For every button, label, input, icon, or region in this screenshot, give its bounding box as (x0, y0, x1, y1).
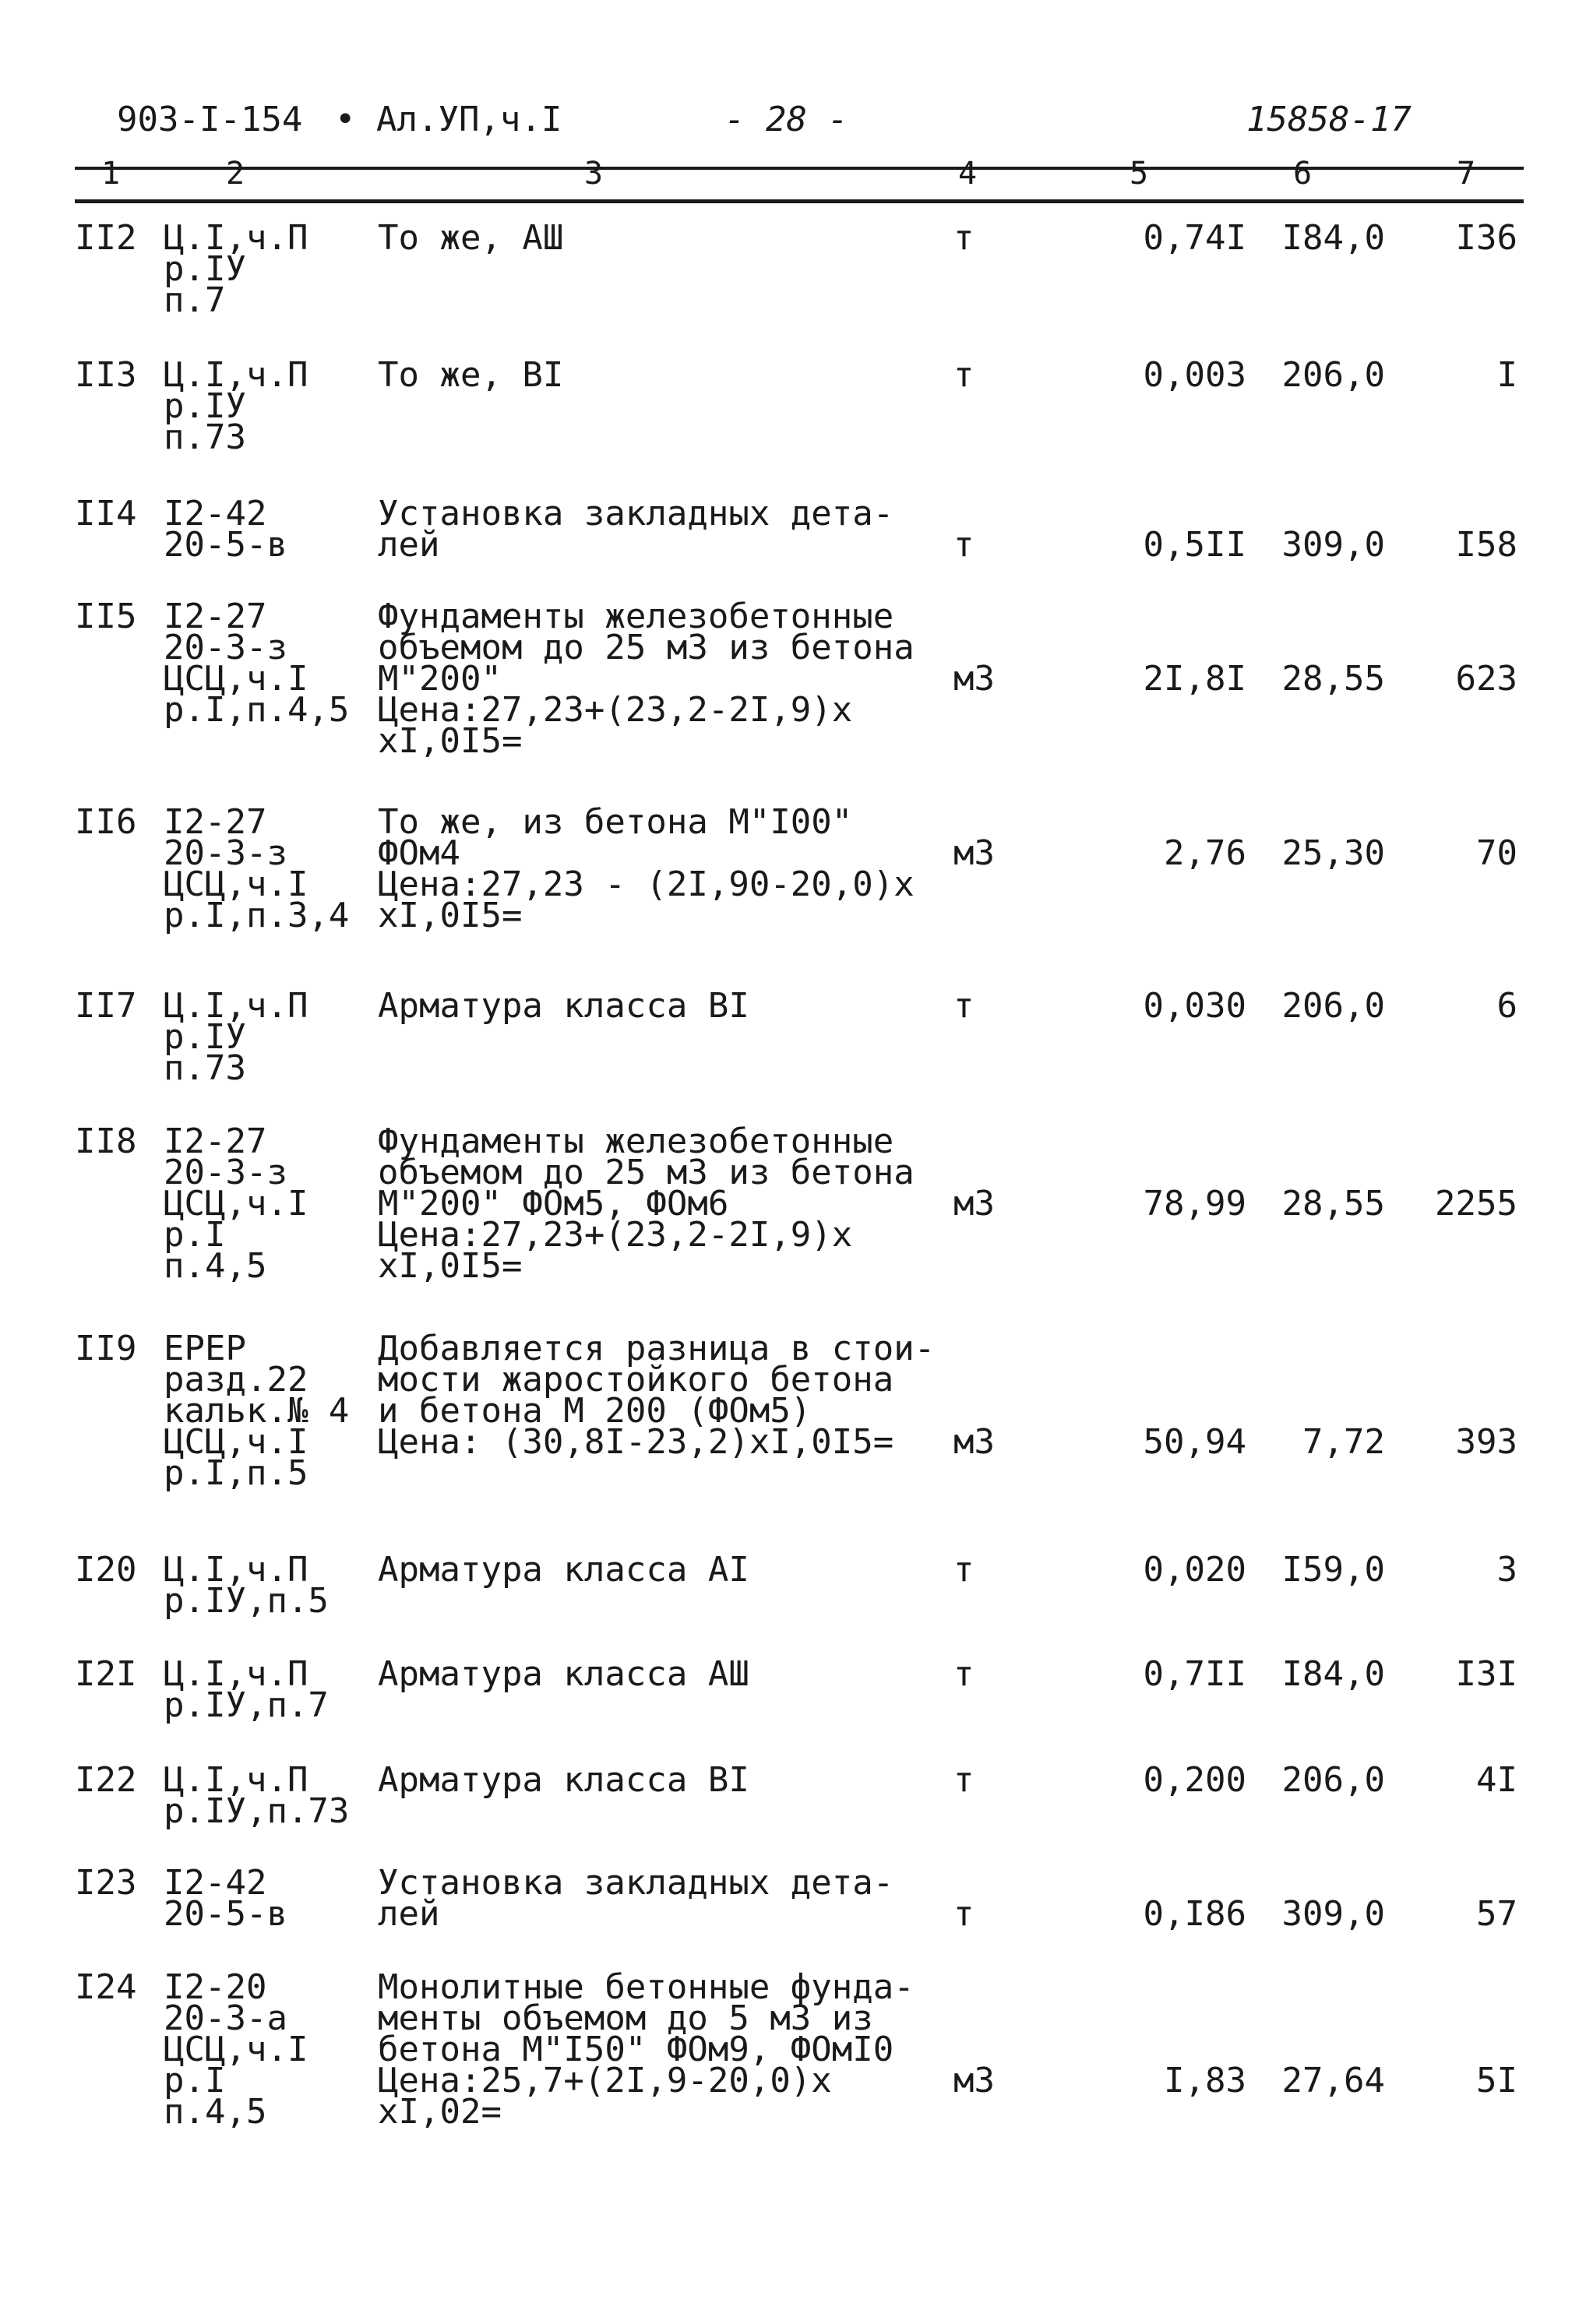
work-description (378, 218, 564, 258)
norm-code-line: I2-42 (164, 494, 267, 533)
work-description (378, 802, 915, 935)
quantity: 0,003 (1143, 355, 1246, 395)
work-description-line: Цена: (30,8I-23,2)xI,0I5= (378, 1422, 894, 1462)
norm-code-line: ЦСЦ,ч.I (164, 864, 308, 904)
norm-code (164, 355, 308, 457)
norm-code-line: Ц.I,ч.П (164, 1760, 308, 1800)
unit-price: 27,64 (1281, 2061, 1385, 2100)
work-description (378, 986, 749, 1026)
work-description-line: М"200" (378, 659, 502, 699)
column-number: 4 (958, 156, 978, 192)
total-cost: I36 (1455, 218, 1517, 258)
norm-code-line: I2-27 (164, 1122, 267, 1161)
column-number: 1 (101, 156, 121, 192)
total-cost: 4I (1476, 1760, 1517, 1800)
total-cost: 2255 (1435, 1184, 1517, 1224)
unit: м3 (953, 1184, 995, 1224)
row-number: I23 (75, 1863, 137, 1903)
work-description-line: лей (378, 1894, 440, 1934)
unit: т (953, 1654, 975, 1694)
norm-code-line: I2-20 (164, 1967, 267, 2007)
norm-code-line: р.I (164, 2061, 226, 2100)
row-number: I2I (75, 1654, 137, 1694)
norm-code-line: 20-3-а (164, 1998, 287, 2038)
column-number: 2 (226, 156, 245, 192)
quantity: 78,99 (1143, 1184, 1246, 1224)
work-description-line: Фундаменты железобетонные (378, 1122, 894, 1161)
quantity: 0,5II (1143, 525, 1246, 565)
unit-price: 28,55 (1281, 1184, 1385, 1224)
norm-code-line: Ц.I,ч.П (164, 986, 308, 1026)
norm-code-line: р.IУ,п.73 (164, 1791, 350, 1831)
norm-code-line: ЦСЦ,ч.I (164, 1184, 308, 1224)
unit: т (953, 1894, 975, 1934)
unit: м3 (953, 659, 995, 699)
work-description-line: xI,02= (378, 2092, 502, 2132)
work-description (378, 1863, 894, 1934)
norm-code-line: р.I,п.5 (164, 1453, 308, 1493)
norm-code-line: п.73 (164, 417, 246, 457)
norm-code-line: р.I (164, 1215, 226, 1255)
unit: т (953, 1760, 975, 1800)
work-description-line: Цена:27,23+(23,2-2I,9)x (378, 690, 853, 730)
norm-code-line: 20-3-з (164, 1153, 287, 1192)
work-description-line: Цена:25,7+(2I,9-20,0)x (378, 2061, 832, 2100)
work-description (378, 1329, 936, 1462)
column-number: 5 (1130, 156, 1149, 192)
row-number: I24 (75, 1967, 137, 2007)
total-cost: 57 (1476, 1894, 1517, 1934)
norm-code-line: р.IУ,п.7 (164, 1685, 329, 1725)
work-description-line: Арматура класса BI (378, 986, 749, 1026)
work-description-line: Цена:27,23+(23,2-2I,9)x (378, 1215, 853, 1255)
work-description-line: и бетона М 200 (ФОм5) (378, 1391, 812, 1431)
work-description (378, 494, 894, 565)
row-number: II5 (75, 597, 137, 636)
total-cost: I (1496, 355, 1517, 395)
total-cost: 70 (1476, 833, 1517, 873)
work-description (378, 355, 564, 395)
norm-code-line: ЦСЦ,ч.I (164, 2030, 308, 2069)
header-rule-bottom (75, 199, 1524, 203)
work-description-line: бетона М"I50" ФОм9, ФОмI0 (378, 2030, 894, 2069)
norm-code-line: Ц.I,ч.П (164, 1550, 308, 1590)
quantity: 0,030 (1143, 986, 1246, 1026)
row-number: II4 (75, 494, 137, 533)
work-description (378, 597, 915, 761)
page-number: - 28 - (724, 100, 848, 139)
work-description (378, 1654, 749, 1694)
norm-code-line: I2-27 (164, 802, 267, 842)
row-number: II7 (75, 986, 137, 1026)
unit-price: 206,0 (1281, 355, 1385, 395)
norm-code (164, 494, 287, 565)
total-cost: 5I (1476, 2061, 1517, 2100)
total-cost: I58 (1455, 525, 1517, 565)
quantity: 0,200 (1143, 1760, 1246, 1800)
work-description (378, 1967, 915, 2132)
row-number: I22 (75, 1760, 137, 1800)
norm-code (164, 1550, 329, 1621)
sheet-code: 15858-17 (1246, 100, 1412, 139)
norm-code-line: I2-27 (164, 597, 267, 636)
norm-code (164, 218, 308, 320)
norm-code-line: 20-5-в (164, 1894, 287, 1934)
norm-code-line: р.IУ (164, 1017, 246, 1057)
unit-price: 206,0 (1281, 1760, 1385, 1800)
quantity: 0,I86 (1143, 1894, 1246, 1934)
norm-code-line: р.IУ (164, 249, 246, 289)
norm-code-line: Ц.I,ч.П (164, 218, 308, 258)
norm-code-line: п.73 (164, 1048, 246, 1088)
norm-code-line: р.IУ,п.5 (164, 1581, 329, 1621)
row-number: II9 (75, 1329, 137, 1368)
total-cost: 623 (1455, 659, 1517, 699)
total-cost: 393 (1455, 1422, 1517, 1462)
norm-code-line: кальк.№ 4 (164, 1391, 350, 1431)
work-description (378, 1122, 915, 1286)
document-code: 903-I-154 (117, 100, 303, 139)
unit-price: 25,30 (1281, 833, 1385, 873)
work-description-line: ФОм4 (378, 833, 460, 873)
work-description-line: М"200" ФОм5, ФОм6 (378, 1184, 729, 1224)
norm-code-line: разд.22 (164, 1360, 308, 1400)
total-cost: 3 (1496, 1550, 1517, 1590)
norm-code-line: I2-42 (164, 1863, 267, 1903)
quantity: 0,020 (1143, 1550, 1246, 1590)
work-description-line: Арматура класса BI (378, 1760, 749, 1800)
row-number: II3 (75, 355, 137, 395)
work-description-line: объемом до 25 м3 из бетона (378, 1153, 915, 1192)
row-number: II8 (75, 1122, 137, 1161)
unit-price: I84,0 (1281, 1654, 1385, 1694)
work-description-line: То же, из бетона М"I00" (378, 802, 853, 842)
work-description-line: То же, АШ (378, 218, 564, 258)
norm-code-line: 20-3-з (164, 628, 287, 667)
unit: т (953, 525, 975, 565)
work-description-line: объемом до 25 м3 из бетона (378, 628, 915, 667)
unit-price: 206,0 (1281, 986, 1385, 1026)
norm-code (164, 1329, 350, 1493)
norm-code-line: п.7 (164, 280, 226, 320)
norm-code (164, 1967, 308, 2132)
norm-code (164, 597, 350, 730)
unit-price: I84,0 (1281, 218, 1385, 258)
column-number-row (70, 156, 1519, 192)
norm-code (164, 1760, 350, 1831)
norm-code-line: р.IУ (164, 386, 246, 426)
unit-price: I59,0 (1281, 1550, 1385, 1590)
unit: т (953, 218, 975, 258)
quantity: 0,74I (1143, 218, 1246, 258)
work-description-line: лей (378, 525, 440, 565)
norm-code-line: ЦСЦ,ч.I (164, 1422, 308, 1462)
norm-code-line: ЦСЦ,ч.I (164, 659, 308, 699)
work-description-line: Арматура класса АШ (378, 1654, 749, 1694)
unit-price: 309,0 (1281, 525, 1385, 565)
work-description-line: Цена:27,23 - (2I,90-20,0)x (378, 864, 915, 904)
norm-code (164, 1654, 329, 1725)
work-description (378, 1760, 749, 1800)
unit-price: 309,0 (1281, 1894, 1385, 1934)
row-number: II6 (75, 802, 137, 842)
work-description-line: менты объемом до 5 м3 из (378, 1998, 873, 2038)
unit: м3 (953, 833, 995, 873)
quantity: 2,76 (1164, 833, 1246, 873)
work-description-line: Установка закладных дета- (378, 1863, 894, 1903)
work-description-line: Установка закладных дета- (378, 494, 894, 533)
norm-code-line: 20-5-в (164, 525, 287, 565)
unit: м3 (953, 2061, 995, 2100)
norm-code (164, 802, 350, 935)
unit: м3 (953, 1422, 995, 1462)
work-description-line: xI,0I5= (378, 721, 523, 761)
norm-code-line: Ц.I,ч.П (164, 355, 308, 395)
unit-price: 7,72 (1302, 1422, 1385, 1462)
work-description (378, 1550, 749, 1590)
work-description-line: xI,0I5= (378, 896, 523, 935)
norm-code-line: п.4,5 (164, 1246, 267, 1286)
norm-code-line: Ц.I,ч.П (164, 1654, 308, 1694)
column-number: 7 (1457, 156, 1476, 192)
work-description-line: мости жаростойкого бетона (378, 1360, 894, 1400)
quantity: 50,94 (1143, 1422, 1246, 1462)
quantity: I,83 (1164, 2061, 1246, 2100)
work-description-line: Монолитные бетонные фунда- (378, 1967, 915, 2007)
unit: т (953, 1550, 975, 1590)
norm-code (164, 1863, 287, 1934)
column-number: 3 (584, 156, 604, 192)
norm-code-line: п.4,5 (164, 2092, 267, 2132)
work-description-line: Фундаменты железобетонные (378, 597, 894, 636)
unit-price: 28,55 (1281, 659, 1385, 699)
row-number: I20 (75, 1550, 137, 1590)
quantity: 0,7II (1143, 1654, 1246, 1694)
album-reference: • Ал.УП,ч.I (335, 100, 562, 139)
norm-code (164, 1122, 308, 1286)
norm-code-line: 20-3-з (164, 833, 287, 873)
norm-code-line: р.I,п.3,4 (164, 896, 350, 935)
norm-code (164, 986, 308, 1088)
total-cost: 6 (1496, 986, 1517, 1026)
work-description-line: Арматура класса AI (378, 1550, 749, 1590)
work-description-line: Добавляется разница в стои- (378, 1329, 936, 1368)
work-description-line: xI,0I5= (378, 1246, 523, 1286)
norm-code-line: р.I,п.4,5 (164, 690, 350, 730)
work-description-line: То же, BI (378, 355, 564, 395)
column-number: 6 (1293, 156, 1313, 192)
total-cost: I3I (1455, 1654, 1517, 1694)
norm-code-line: ЕРЕР (164, 1329, 246, 1368)
unit: т (953, 986, 975, 1026)
unit: т (953, 355, 975, 395)
quantity: 2I,8I (1143, 659, 1246, 699)
row-number: II2 (75, 218, 137, 258)
